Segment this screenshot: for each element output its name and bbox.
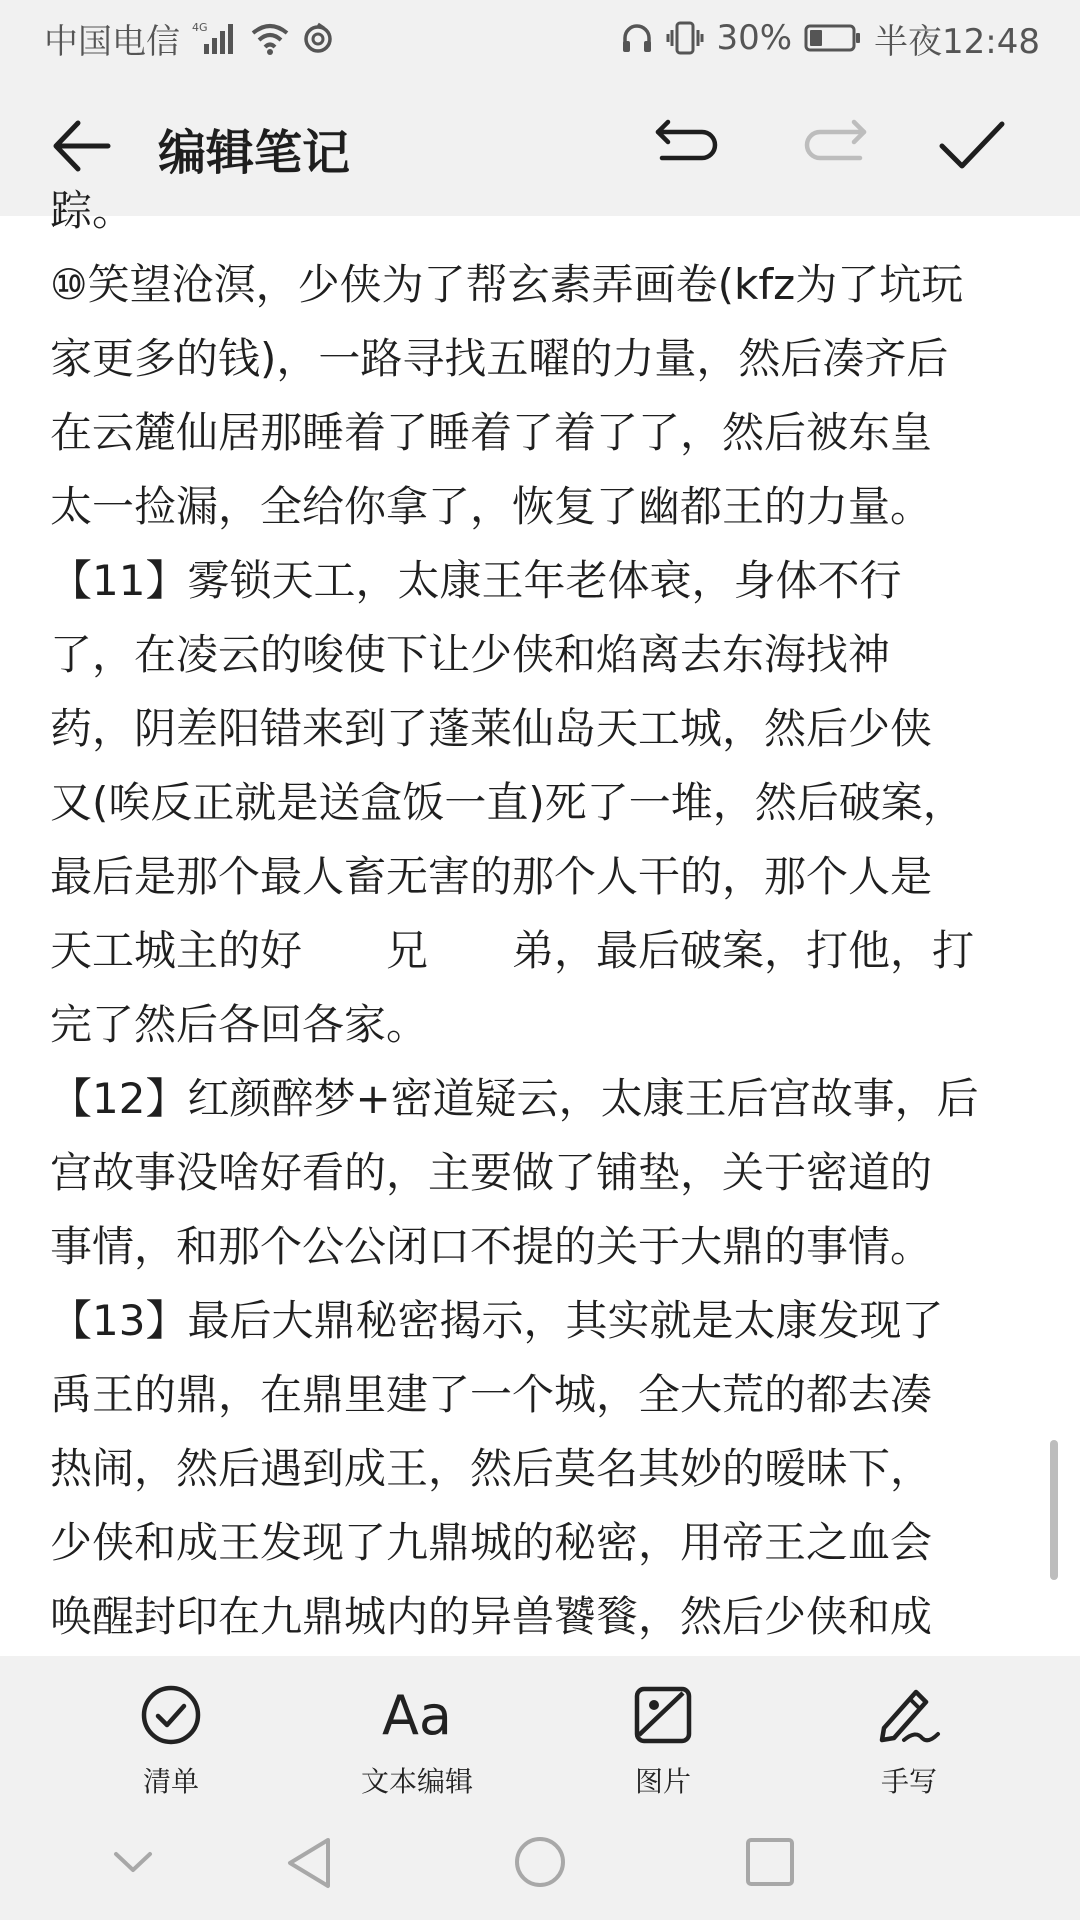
note-body[interactable] [50,174,1034,1654]
note-line: 又(唉反正就是送盒饭一直)死了一堆，然后破案， [50,778,965,827]
note-line: 【13】最后大鼎秘密揭示，其实就是太康发现了 [50,1296,944,1345]
redo-icon [796,108,872,184]
carrier-name: 中国电信 [44,21,180,62]
page-title: 编辑笔记 [158,125,351,181]
status-bar [0,0,1080,76]
nav-home-button[interactable] [512,1834,568,1894]
image-icon [633,1685,693,1745]
hide-keyboard-button[interactable] [110,1846,156,1880]
nav-back-button[interactable] [284,1836,334,1894]
wifi-icon [250,21,290,55]
battery-icon [804,23,862,53]
network-type: 4G [192,21,208,34]
handwrite-button[interactable] [786,1656,1032,1806]
text-edit-button[interactable] [294,1656,540,1806]
note-line: 少侠和成王发现了九鼎城的秘密，用帝王之血会 [50,1518,933,1567]
note-line: 天工城主的好 兄 弟，最后破案，打他，打 [50,926,975,975]
square-recents-icon [744,1836,796,1888]
note-line: 完了然后各回各家。 [50,1000,429,1049]
note-line: 在云麓仙居那睡着了睡着了着了了，然后被东皇 [50,408,933,457]
circle-home-icon [512,1834,568,1890]
checklist-button[interactable] [48,1656,294,1806]
headphones-icon [620,21,654,55]
note-line: ⑩笑望沧溟，少侠为了帮玄素弄画卷(kfz为了坑玩 [50,260,964,309]
clock: 半夜12:48 [874,21,1040,62]
nav-recents-button[interactable] [744,1836,796,1892]
sync-icon [302,22,334,54]
save-button[interactable] [936,110,1008,182]
status-right [620,14,1040,63]
note-line: 唤醒封印在九鼎城内的异兽饕餮，然后少侠和成 [50,1592,933,1641]
text-format-icon: Aa [381,1683,453,1747]
back-button[interactable] [48,111,118,181]
note-line: 最后是那个最人畜无害的那个人干的，那个人是 [50,852,933,901]
note-line: 家更多的钱)，一路寻找五曜的力量，然后凑齐后 [50,334,949,383]
editor-toolbar [0,1656,1080,1806]
vibrate-icon [666,20,704,56]
arrow-left-icon [48,111,118,181]
checklist-label: 清单 [142,1765,199,1798]
note-line: 【12】红颜醉梦+密道疑云，太康王后宫故事，后 [50,1074,979,1123]
note-line: 热闹，然后遇到成王，然后莫名其妙的暧昧下， [50,1444,933,1493]
note-line: 了，在凌云的唆使下让少侠和焰离去东海找神 [50,630,891,679]
undo-icon [650,108,726,184]
triangle-back-icon [284,1836,334,1890]
signal-4g-icon [192,20,238,56]
pen-icon [876,1684,942,1746]
undo-button[interactable] [650,108,726,184]
note-line: 踪。 [50,186,135,235]
chevron-down-icon [110,1846,156,1876]
system-nav-bar [0,1806,1080,1920]
checkmark-icon [936,110,1008,182]
scrollbar-thumb[interactable] [1050,1440,1058,1580]
note-line: 【11】雾锁天工，太康王年老体衰，身体不行 [50,556,902,605]
image-button[interactable] [540,1656,786,1806]
battery-percent: 30% [716,18,793,58]
note-line: 宫故事没啥好看的，主要做了铺垫，关于密道的 [50,1148,933,1197]
check-circle-icon [140,1684,202,1746]
note-editor[interactable] [0,186,1080,1656]
status-left [44,14,334,63]
note-line: 药，阴差阳错来到了蓬莱仙岛天工城，然后少侠 [50,704,933,753]
note-line: 太一捡漏，全给你拿了，恢复了幽都王的力量。 [50,482,933,531]
note-line: 禹王的鼎，在鼎里建了一个城，全大荒的都去凑 [50,1370,933,1419]
text-edit-label: 文本编辑 [360,1765,473,1798]
handwrite-label: 手写 [880,1765,937,1798]
redo-button[interactable] [796,108,872,184]
note-line: 事情，和那个公公闭口不提的关于大鼎的事情。 [50,1222,933,1271]
image-label: 图片 [634,1765,691,1798]
